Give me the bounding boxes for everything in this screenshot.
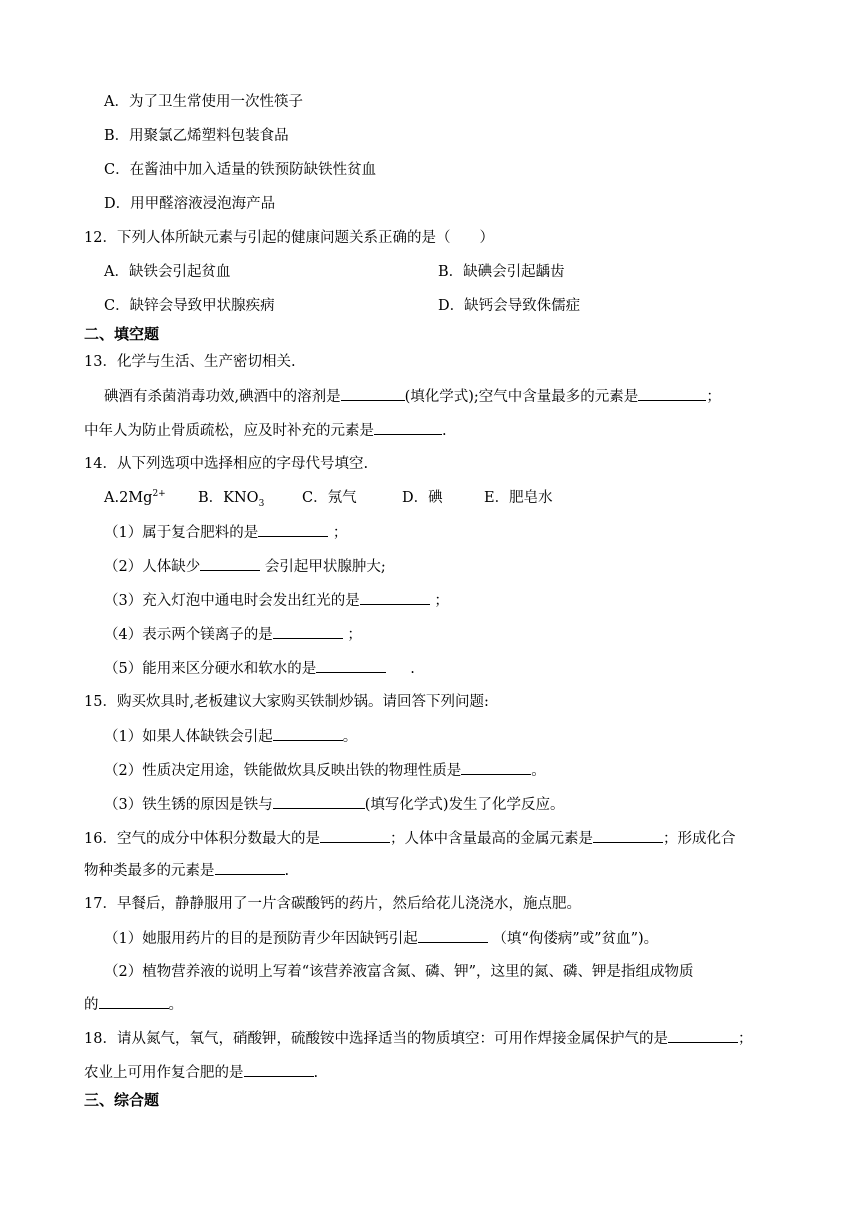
q13-text: (填化学式);空气中含量最多的元素是 (404, 389, 639, 405)
section-title-comprehensive: 三、综合题 (84, 1091, 160, 1109)
q13-stem: 13．化学与生活、生产密切相关. (84, 354, 296, 370)
q17-stem: 17．早餐后，静静服用了一片含碳酸钙的药片，然后给花儿浇浇水，施点肥。 (84, 896, 581, 912)
q18-line-1 (84, 1028, 752, 1049)
part-text: （填“佝偻病”或”贫血”)。 (492, 931, 659, 947)
answer-blank[interactable] (461, 760, 531, 775)
q16-line-1 (84, 828, 735, 849)
q14-choice-a (104, 488, 166, 508)
q18-text: . (313, 1065, 319, 1081)
q12-option-a: A．缺铁会引起贫血 (104, 264, 231, 280)
answer-blank[interactable] (316, 658, 386, 673)
q13-line-2 (84, 420, 447, 441)
answer-blank[interactable] (668, 1028, 738, 1043)
q12-option-b: B．缺碘会引起龋齿 (438, 264, 565, 280)
q12-option-d: D．缺钙会导致侏儒症 (438, 298, 581, 314)
q14-choice-c: C．氖气 (302, 490, 357, 506)
q16-text: ；形成化合 (662, 831, 736, 847)
part-text: （1）如果人体缺铁会引起 (104, 729, 273, 745)
choice-b-subscript: 3 (258, 498, 265, 509)
q14-part-5 (104, 658, 415, 679)
answer-blank[interactable] (244, 1062, 314, 1077)
q14-choice-e: E．肥皂水 (484, 490, 553, 506)
part-text: (填写化学式)发生了化学反应。 (364, 797, 565, 813)
section-title-fill-in: 二、填空题 (84, 325, 160, 343)
q13-line-1 (104, 386, 721, 407)
q11-option-b: B．用聚氯乙烯塑料包装食品 (104, 128, 289, 144)
q14-part-2 (104, 556, 386, 577)
q16-text: 16．空气的成分中体积分数最大的是 (84, 831, 320, 847)
choice-b-text: B．KNO (198, 490, 259, 506)
q11-option-a: A．为了卫生常使用一次性筷子 (104, 94, 303, 110)
q13-text: . (442, 423, 447, 439)
q18-text: 18．请从氮气，氧气，硝酸钾，硫酸铵中选择适当的物质填空：可用作焊接金属保护气的是 (84, 1031, 668, 1047)
part-text: . (410, 661, 415, 677)
answer-blank[interactable] (273, 726, 343, 741)
answer-blank[interactable] (273, 794, 365, 809)
q17-part-1 (104, 928, 658, 949)
q13-text: 碘酒有杀菌消毒功效,碘酒中的溶剂是 (104, 389, 341, 405)
q12-option-c: C．缺锌会导致甲状腺疾病 (104, 298, 275, 314)
choice-a-superscript: 2+ (152, 489, 166, 500)
part-text: ； (347, 627, 362, 643)
part-text: ； (434, 593, 449, 609)
q16-text: 物种类最多的元素是 (84, 863, 215, 879)
q14-part-4 (104, 624, 362, 645)
q13-text: 中年人为防止骨质疏松，应及时补充的元素是 (84, 423, 374, 439)
q18-text: ； (737, 1031, 753, 1047)
answer-blank[interactable] (200, 556, 260, 571)
answer-blank[interactable] (99, 994, 169, 1009)
part-text: 。 (531, 763, 546, 779)
answer-blank[interactable] (215, 860, 285, 875)
q18-text: 农业上可用作复合肥的是 (84, 1065, 244, 1081)
q15-part-3 (104, 794, 565, 815)
answer-blank[interactable] (341, 386, 405, 401)
answer-blank[interactable] (593, 828, 663, 843)
q14-choice-d: D．碘 (402, 490, 443, 506)
q15-stem: 15．购买炊具时,老板建议大家购买铁制炒锅。请回答下列问题: (84, 694, 489, 710)
q18-line-2 (84, 1062, 318, 1083)
q11-option-d: D．用甲醛溶液浸泡海产品 (104, 196, 276, 212)
q17-part-2: （2）植物营养液的说明上写着“该营养液富含氮、磷、钾”，这里的氮、磷、钾是指组成物质 (104, 964, 694, 980)
part-text: 。 (342, 729, 358, 745)
part-text: （2）性质决定用途，铁能做炊具反映出铁的物理性质是 (104, 763, 462, 779)
part-text: （3）铁生锈的原因是铁与 (104, 797, 273, 813)
q13-text: ； (706, 389, 721, 405)
answer-blank[interactable] (374, 420, 442, 435)
part-text: （2）人体缺少 (104, 559, 201, 575)
q11-option-c: C．在酱油中加入适量的铁预防缺铁性贫血 (104, 162, 377, 178)
q15-part-2 (104, 760, 546, 781)
q16-line-2 (84, 860, 289, 881)
answer-blank[interactable] (258, 522, 328, 537)
part-text: （1）她服用药片的目的是预防青少年因缺钙引起 (104, 931, 418, 947)
q14-part-3 (104, 590, 449, 611)
q14-stem: 14．从下列选项中选择相应的字母代号填空. (84, 456, 369, 472)
q17-part-2-cont (84, 994, 183, 1015)
answer-blank[interactable] (418, 928, 488, 943)
part-text: 会引起甲状腺肿大; (264, 559, 386, 575)
q16-text: ；人体中含量最高的金属元素是 (389, 831, 593, 847)
answer-blank[interactable] (360, 590, 430, 605)
part-text: （3）充入灯泡中通电时会发出红光的是 (104, 593, 360, 609)
part-text: （1）属于复合肥料的是 (104, 525, 259, 541)
part-text: （4）表示两个镁离子的是 (104, 627, 273, 643)
q14-part-1 (104, 522, 347, 543)
part-text: （5）能用来区分硬水和软水的是 (104, 661, 317, 677)
answer-blank[interactable] (320, 828, 390, 843)
part-text: 的 (84, 997, 99, 1013)
answer-blank[interactable] (638, 386, 706, 401)
q16-text: . (284, 863, 290, 879)
q14-choice-b (198, 488, 264, 508)
part-text: 。 (168, 997, 183, 1013)
answer-blank[interactable] (273, 624, 343, 639)
q15-part-1 (104, 726, 357, 747)
choice-a-text: A.2Mg (104, 490, 153, 506)
q12-stem: 12．下列人体所缺元素与引起的健康问题关系正确的是（ ） (84, 230, 494, 246)
part-text: ； (332, 525, 348, 541)
